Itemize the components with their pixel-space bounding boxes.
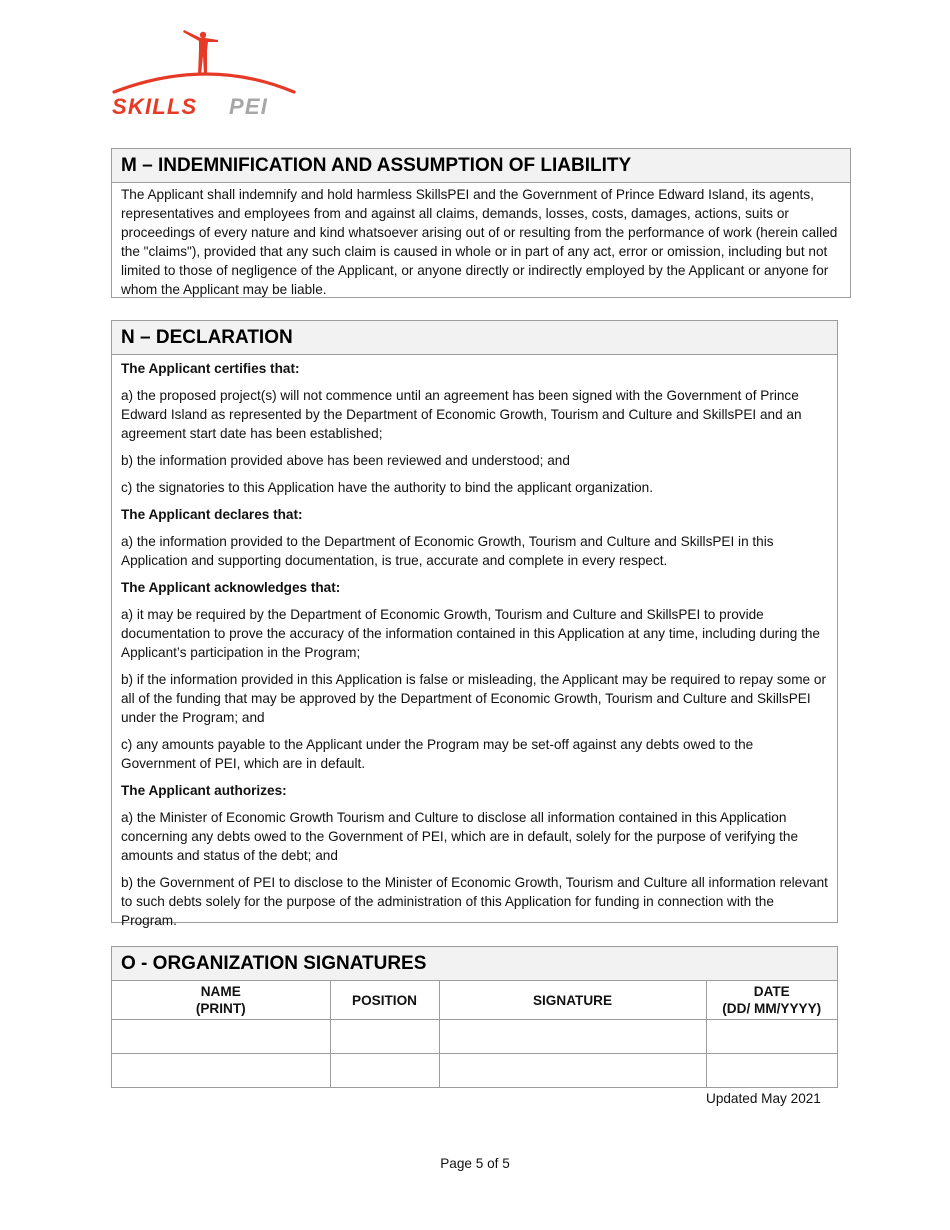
date-cell[interactable] (706, 1020, 837, 1054)
certifies-heading: The Applicant certifies that: (121, 361, 300, 376)
col-position-header: POSITION (330, 981, 439, 1020)
certifies-item-b: b) the information provided above has been reviewed and understood; and (121, 453, 570, 468)
logo-text-pei: PEI (229, 94, 269, 119)
section-m-title: M – INDEMNIFICATION AND ASSUMPTION OF LIABILITY (112, 149, 850, 183)
authorizes-heading: The Applicant authorizes: (121, 783, 287, 798)
col-name-sublabel: (PRINT) (195, 1001, 246, 1016)
signature-cell[interactable] (439, 1020, 706, 1054)
authorizes-item-a: a) the Minister of Economic Growth Tourism and Culture to disclose all information contained in this Application concerning any debts owed to the Government of PEI, which are in default, solely for the purpose of verifying the amounts and status of the debt; and (121, 810, 799, 863)
col-name-header (112, 981, 330, 1020)
col-date-sublabel: (DD/ MM/YYYY) (722, 1001, 822, 1016)
col-date-label: DATE (753, 984, 790, 999)
name-cell[interactable] (112, 1020, 330, 1054)
section-indemnification (111, 148, 851, 298)
certifies-item-a: a) the proposed project(s) will not commence until an agreement has been signed with the Government of Prince Edward Island as represented by the Department of Economic Growth, Tourism and Culture and SkillsPEI and an agreement start date has been established; (121, 388, 802, 441)
acknowledges-item-a: a) it may be required by the Department of Economic Growth, Tourism and Culture and SkillsPEI to provide documentation to prove the accuracy of the information contained in this Application at any time, including during the Applicant’s participation in the Program; (121, 607, 820, 660)
section-n-title: N – DECLARATION (112, 321, 837, 355)
section-o-title: O - ORGANIZATION SIGNATURES (112, 947, 837, 981)
acknowledges-item-b: b) if the information provided in this Application is false or misleading, the Applicant may be required to repay some or all of the funding that may be approved by the Department of Economic Growth, Tourism and Culture and SkillsPEI under the Program; and (121, 672, 826, 725)
signature-row (112, 1020, 837, 1054)
signature-row (112, 1054, 837, 1088)
declares-item-a: a) the information provided to the Department of Economic Growth, Tourism and Culture and SkillsPEI in this Application and supporting documentation, is true, accurate and complete in every respect. (121, 534, 774, 568)
section-signatures (111, 946, 838, 1088)
signature-table (112, 981, 837, 1087)
acknowledges-item-c: c) any amounts payable to the Applicant under the Program may be set-off against any debts owed to the Government of PEI, which are in default. (121, 737, 754, 771)
signature-table-header (112, 981, 837, 1020)
section-declaration (111, 320, 838, 928)
section-m-text: The Applicant shall indemnify and hold harmless SkillsPEI and the Government of Prince Edward Island, its agents, representatives and employees from and against all claims, demands, losses, costs, damages, actions, suits or proceedings of every nature and kind whatsoever arising out of or resulting from the performance of work (herein called the "claims"), provided that any such claim is caused in whole or in part of any act, error or omission, including but not limited to those of negligence of the Applicant, or anyone directly or indirectly employed by the Applicant or anyone for whom the Applicant may be liable. (121, 187, 838, 297)
col-signature-header: SIGNATURE (439, 981, 706, 1020)
certifies-item-c: c) the signatories to this Application have the authority to bind the applicant organization. (121, 480, 654, 495)
signature-cell[interactable] (439, 1054, 706, 1088)
declares-heading: The Applicant declares that: (121, 507, 303, 522)
date-cell[interactable] (706, 1054, 837, 1088)
updated-date: Updated May 2021 (706, 1091, 821, 1106)
acknowledges-heading: The Applicant acknowledges that: (121, 580, 341, 595)
col-name-label: NAME (200, 984, 241, 999)
skillspei-logo-graphic (108, 26, 313, 120)
position-cell[interactable] (330, 1054, 439, 1088)
page-number: Page 5 of 5 (440, 1156, 510, 1171)
authorizes-item-b: b) the Government of PEI to disclose to the Minister of Economic Growth, Tourism and Culture all information relevant to such debts solely for the purpose of the administration of this Application for funding in connection with the Program. (121, 875, 828, 928)
name-cell[interactable] (112, 1054, 330, 1088)
position-cell[interactable] (330, 1020, 439, 1054)
logo-text-skills: SKILLS (112, 94, 198, 119)
col-date-header (706, 981, 837, 1020)
skillspei-logo (108, 26, 313, 120)
